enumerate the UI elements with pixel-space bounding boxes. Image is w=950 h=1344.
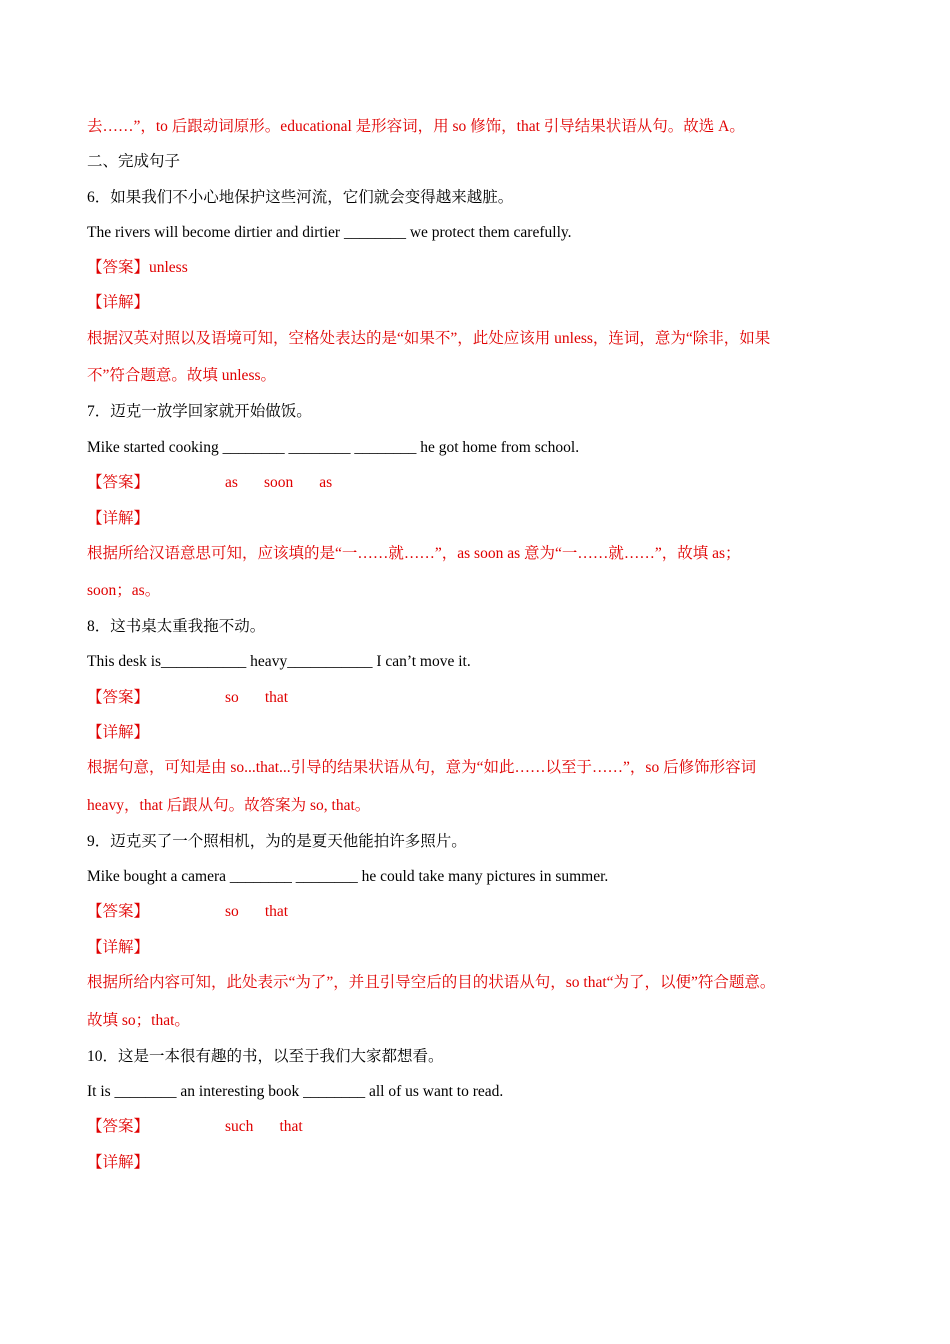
q9-answer (87, 902, 288, 922)
q7-english: Mike started cooking ________ ________ ________ he got home from school. (87, 439, 580, 456)
q8-explanation-1: 根据句意，可知是由 so...that...引导的结果状语从句，意为“如此……以至于……”，so 后修饰形容词 (87, 759, 757, 776)
q10-detail-label: 【详解】 (87, 1154, 150, 1171)
q7-explanation-1: 根据所给汉语意思可知，应该填的是“一……就……”，as soon as 意为“一……就……”，故填 as； (87, 545, 741, 562)
answer-label: 【答案】 (87, 474, 150, 491)
answer-value: so (225, 903, 239, 920)
q7-detail-label: 【详解】 (87, 510, 150, 527)
answer-value: that (264, 689, 289, 706)
answer-value: so (225, 689, 239, 706)
q10-answer (87, 1117, 303, 1137)
q8-explanation-2: heavy，that 后跟从句。故答案为 so, that。 (87, 797, 371, 814)
answer-value: soon (263, 474, 294, 491)
q7-answer (87, 473, 332, 493)
q8-detail-label: 【详解】 (87, 724, 150, 741)
q6-explanation-2: 不”符合题意。故填 unless。 (87, 367, 277, 384)
q10-chinese: 10．这是一本很有趣的书，以至于我们大家都想看。 (87, 1048, 444, 1065)
q6-explanation-1: 根据汉英对照以及语境可知，空格处表达的是“如果不”，此处应该用 unless，连词，意为“除非，如果 (87, 330, 771, 347)
q10-english: It is ________ an interesting book ________ all of us want to read. (87, 1083, 504, 1100)
explanation-continued: 去……”，to 后跟动词原形。educational 是形容词，用 so 修饰，that 引导结果状语从句。故选 A。 (87, 118, 745, 135)
q8-chinese: 8．这书桌太重我拖不动。 (87, 618, 266, 635)
q8-answer (87, 688, 288, 708)
answer-value: such (225, 1118, 254, 1135)
section-heading: 二、完成句子 (87, 153, 181, 170)
q9-chinese: 9．迈克买了一个照相机，为的是夏天他能拍许多照片。 (87, 833, 467, 850)
answer-label: 【答案】 (87, 903, 150, 920)
q9-explanation-1: 根据所给内容可知，此处表示“为了”，并且引导空后的目的状语从句，so that“为了，以便”符合题意。 (87, 974, 776, 991)
answer-value: as (319, 474, 333, 491)
q6-answer: 【答案】unless (87, 259, 188, 276)
answer-value: as (225, 474, 238, 491)
answer-label: 【答案】 (87, 1118, 150, 1135)
q7-explanation-2: soon；as。 (87, 582, 161, 599)
q9-english: Mike bought a camera ________ ________ he could take many pictures in summer. (87, 868, 609, 885)
q6-detail-label: 【详解】 (87, 294, 150, 311)
answer-value: that (264, 903, 289, 920)
answer-label: 【答案】 (87, 689, 150, 706)
q6-chinese: 6．如果我们不小心地保护这些河流，它们就会变得越来越脏。 (87, 189, 514, 206)
q7-chinese: 7．迈克一放学回家就开始做饭。 (87, 403, 312, 420)
answer-value: that (279, 1118, 303, 1135)
q6-english: The rivers will become dirtier and dirtier ________ we protect them carefully. (87, 224, 572, 241)
q9-detail-label: 【详解】 (87, 939, 150, 956)
q9-explanation-2: 故填 so；that。 (87, 1012, 190, 1029)
q8-english: This desk is___________ heavy___________ I can’t move it. (87, 653, 471, 670)
